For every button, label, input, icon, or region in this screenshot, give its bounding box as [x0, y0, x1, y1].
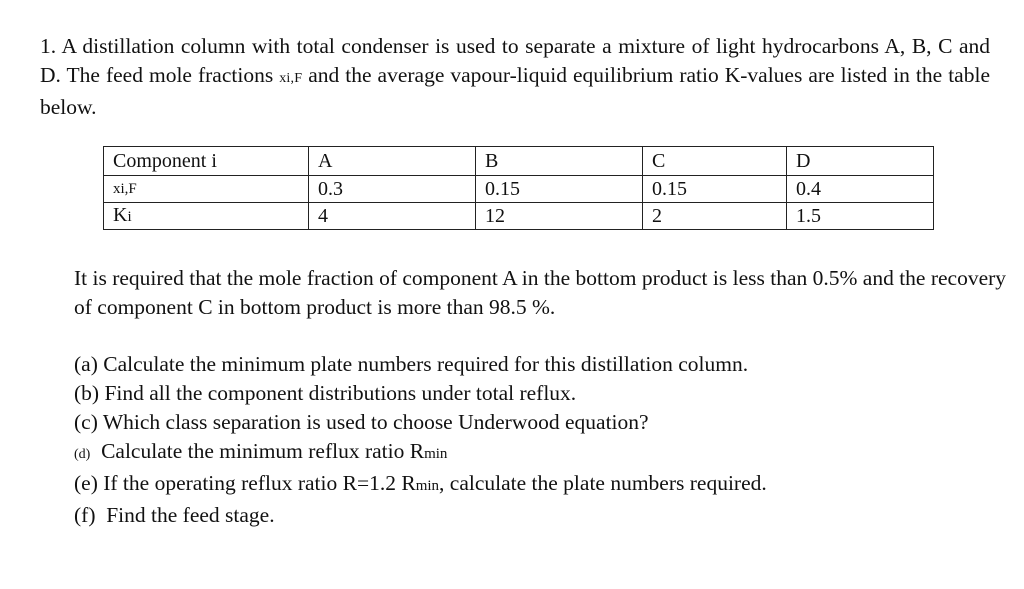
table-row-k-values	[104, 203, 934, 230]
row-label-k-values	[104, 203, 309, 230]
table-cell: 0.15	[476, 176, 643, 203]
table-cell: 2	[643, 203, 787, 230]
question-b: (b) Find all the component distributions under total reflux.	[74, 381, 577, 405]
table-header-cell: Component i	[104, 147, 309, 176]
question-d-subscript: min	[424, 446, 448, 462]
k-symbol: K	[113, 204, 128, 226]
row-label-feed-fraction: xi,F	[104, 176, 309, 203]
problem-statement	[40, 32, 990, 122]
question-e-subscript: min	[415, 478, 440, 494]
table-cell: 1.5	[787, 203, 934, 230]
table-cell: 12	[476, 203, 643, 230]
problem-text-part2: and the average vapour-liquid equilibrium ratio K-values are listed in the table below.	[40, 62, 990, 119]
table-cell: 0.15	[643, 176, 787, 203]
k-subscript: i	[127, 209, 132, 225]
question-c: (c) Which class separation is used to choose Underwood equation?	[74, 410, 649, 434]
question-e	[74, 469, 994, 501]
table-header-cell: D	[787, 147, 934, 176]
table-header-cell: C	[643, 147, 787, 176]
question-e-part2: , calculate the plate numbers required.	[439, 471, 767, 495]
table-header-cell: B	[476, 147, 643, 176]
question-d	[74, 437, 994, 469]
table-row-feed-fraction	[104, 176, 934, 203]
data-table	[103, 146, 934, 230]
requirement-text: It is required that the mole fraction of component A in the bottom product is less than 0.5% and the recovery of component C in bottom product is more than 98.5 %.	[74, 266, 1007, 319]
question-f: (f) Find the feed stage.	[74, 503, 275, 527]
table-header-row	[104, 147, 934, 176]
problem-text-part1: 1. A distillation column with total condenser is used to separate a mixture of light hydrocarbons A, B, C and D. The feed mole fractions	[40, 34, 990, 87]
table-cell: 0.4	[787, 176, 934, 203]
question-list	[74, 350, 994, 530]
question-e-part1: (e) If the operating reflux ratio R=1.2 R	[74, 471, 416, 495]
feed-mole-fraction-symbol: xi,F	[279, 70, 303, 86]
table-cell: 4	[309, 203, 476, 230]
question-d-label: (d)	[74, 447, 91, 462]
table-cell: 0.3	[309, 176, 476, 203]
question-d-text: Calculate the minimum reflux ratio R	[101, 439, 425, 463]
question-a: (a) Calculate the minimum plate numbers required for this distillation column.	[74, 352, 749, 376]
table-header-cell: A	[309, 147, 476, 176]
